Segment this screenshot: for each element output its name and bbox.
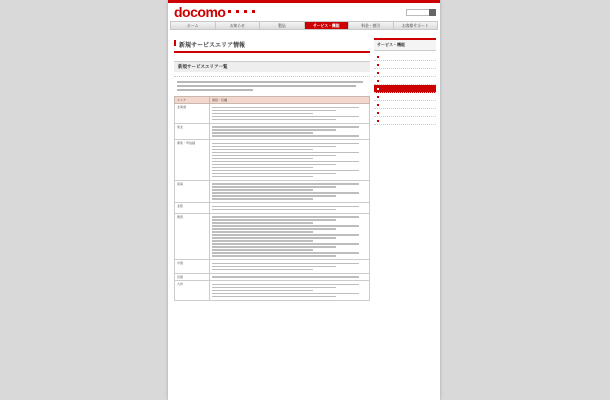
sidebar-item[interactable] bbox=[374, 109, 436, 117]
facility-line bbox=[212, 263, 359, 265]
facility-line bbox=[212, 252, 359, 254]
facility-line bbox=[212, 116, 359, 118]
facility-line bbox=[212, 222, 313, 224]
facility-line bbox=[212, 243, 359, 245]
bullet-icon bbox=[377, 56, 379, 58]
facility-cell bbox=[210, 213, 370, 260]
region-cell: 北海道 bbox=[175, 104, 210, 124]
facility-line bbox=[212, 107, 359, 109]
facility-line bbox=[212, 290, 313, 292]
facility-line bbox=[212, 149, 313, 151]
global-nav bbox=[170, 21, 438, 30]
table-row bbox=[175, 273, 370, 281]
bullet-icon bbox=[377, 96, 379, 98]
page-title: 新規サービスエリア情報 bbox=[174, 38, 370, 53]
square-icon bbox=[244, 10, 247, 13]
facility-line bbox=[212, 186, 336, 188]
region-cell: 四国 bbox=[175, 273, 210, 281]
facility-line bbox=[212, 167, 313, 169]
intro-line bbox=[177, 89, 253, 91]
sidebar-item[interactable] bbox=[374, 77, 436, 85]
facility-line bbox=[212, 206, 359, 208]
facility-cell bbox=[210, 281, 370, 301]
facility-cell bbox=[210, 123, 370, 140]
facility-line bbox=[212, 225, 359, 227]
bullet-icon bbox=[377, 64, 379, 66]
facility-line bbox=[212, 269, 313, 271]
facility-line bbox=[212, 155, 336, 157]
facility-line bbox=[212, 164, 336, 166]
sidebar-item[interactable] bbox=[374, 61, 436, 69]
table-row bbox=[175, 140, 370, 181]
sidebar-item[interactable] bbox=[374, 93, 436, 101]
facility-line bbox=[212, 296, 336, 298]
nav-services[interactable]: サービス・機能 bbox=[305, 22, 350, 29]
facility-line bbox=[212, 135, 359, 137]
facility-line bbox=[212, 293, 359, 295]
bullet-icon bbox=[377, 120, 379, 122]
facility-cell bbox=[210, 260, 370, 274]
top-link-2[interactable] bbox=[236, 10, 240, 13]
facility-line bbox=[212, 146, 336, 148]
nav-products[interactable]: 製品 bbox=[260, 22, 305, 29]
date bbox=[174, 74, 370, 77]
section-title: 新規サービスエリア一覧 bbox=[174, 61, 370, 72]
nav-news[interactable]: お知らせ bbox=[216, 22, 261, 29]
bullet-icon bbox=[377, 104, 379, 106]
docomo-logo[interactable]: docomo bbox=[174, 4, 226, 20]
facility-line bbox=[212, 234, 359, 236]
table-row bbox=[175, 203, 370, 214]
region-cell: 北陸 bbox=[175, 203, 210, 214]
facility-line bbox=[212, 132, 313, 134]
facility-line bbox=[212, 284, 359, 286]
header bbox=[168, 3, 440, 21]
top-link-4[interactable] bbox=[252, 10, 256, 13]
nav-pricing[interactable]: 料金・割引 bbox=[349, 22, 394, 29]
table-row bbox=[175, 213, 370, 260]
facility-line bbox=[212, 189, 313, 191]
square-icon bbox=[236, 10, 239, 13]
facility-line bbox=[212, 249, 313, 251]
facility-line bbox=[212, 192, 359, 194]
region-cell: 中国 bbox=[175, 260, 210, 274]
area-table bbox=[174, 96, 370, 301]
facility-line bbox=[212, 129, 336, 131]
bullet-icon bbox=[377, 80, 379, 82]
sidebar-item[interactable] bbox=[374, 69, 436, 77]
facility-line bbox=[212, 113, 313, 115]
facility-line bbox=[212, 161, 359, 163]
facility-line bbox=[212, 183, 359, 185]
top-link-1[interactable] bbox=[228, 10, 232, 13]
sidebar-item[interactable] bbox=[374, 101, 436, 109]
nav-support[interactable]: お客様サポート bbox=[401, 22, 429, 28]
facility-line bbox=[212, 176, 313, 178]
facility-line bbox=[212, 152, 359, 154]
facility-line bbox=[212, 228, 336, 230]
sidebar bbox=[374, 38, 436, 125]
main-content bbox=[174, 38, 370, 301]
intro-line bbox=[177, 85, 356, 87]
table-header-facility: 施設・店舗 bbox=[210, 97, 370, 104]
facility-line bbox=[212, 143, 359, 145]
search-button[interactable] bbox=[429, 9, 436, 16]
facility-cell bbox=[210, 104, 370, 124]
facility-line bbox=[212, 173, 336, 175]
facility-line bbox=[212, 119, 336, 121]
sidebar-heading: サービス・機能 bbox=[374, 38, 436, 51]
bullet-icon bbox=[377, 112, 379, 114]
bullet-icon bbox=[377, 88, 379, 90]
facility-line bbox=[212, 209, 336, 211]
facility-line bbox=[212, 240, 313, 242]
facility-line bbox=[212, 255, 336, 257]
facility-line bbox=[212, 216, 359, 218]
facility-line bbox=[212, 195, 336, 197]
table-row bbox=[175, 281, 370, 301]
region-cell: 東海 bbox=[175, 180, 210, 203]
top-link-3[interactable] bbox=[244, 10, 248, 13]
region-cell: 関西 bbox=[175, 213, 210, 260]
page bbox=[168, 0, 440, 400]
facility-line bbox=[212, 158, 313, 160]
facility-line bbox=[212, 170, 359, 172]
region-cell: 九州 bbox=[175, 281, 210, 301]
bullet-icon bbox=[377, 72, 379, 74]
facility-cell bbox=[210, 140, 370, 181]
facility-cell bbox=[210, 180, 370, 203]
facility-line bbox=[212, 219, 336, 221]
sidebar-item[interactable] bbox=[374, 53, 436, 61]
facility-line bbox=[212, 237, 336, 239]
facility-line bbox=[212, 266, 336, 268]
top-links bbox=[228, 10, 256, 13]
facility-cell bbox=[210, 273, 370, 281]
sidebar-item[interactable] bbox=[374, 85, 436, 93]
facility-line bbox=[212, 110, 336, 112]
square-icon bbox=[252, 10, 255, 13]
intro-text bbox=[174, 81, 370, 91]
table-row bbox=[175, 260, 370, 274]
facility-line bbox=[212, 231, 313, 233]
facility-line bbox=[212, 126, 359, 128]
facility-line bbox=[212, 198, 313, 200]
facility-line bbox=[212, 246, 336, 248]
table-row bbox=[175, 104, 370, 124]
table-row bbox=[175, 180, 370, 203]
sidebar-item[interactable] bbox=[374, 117, 436, 125]
intro-line bbox=[177, 81, 363, 83]
region-cell: 東北 bbox=[175, 123, 210, 140]
region-cell: 関東・甲信越 bbox=[175, 140, 210, 181]
table-row bbox=[175, 123, 370, 140]
facility-line bbox=[212, 287, 336, 289]
table-header-area: エリア bbox=[175, 97, 210, 104]
facility-cell bbox=[210, 203, 370, 214]
facility-line bbox=[212, 276, 359, 278]
square-icon bbox=[228, 10, 231, 13]
nav-home[interactable]: ホーム bbox=[171, 22, 216, 29]
